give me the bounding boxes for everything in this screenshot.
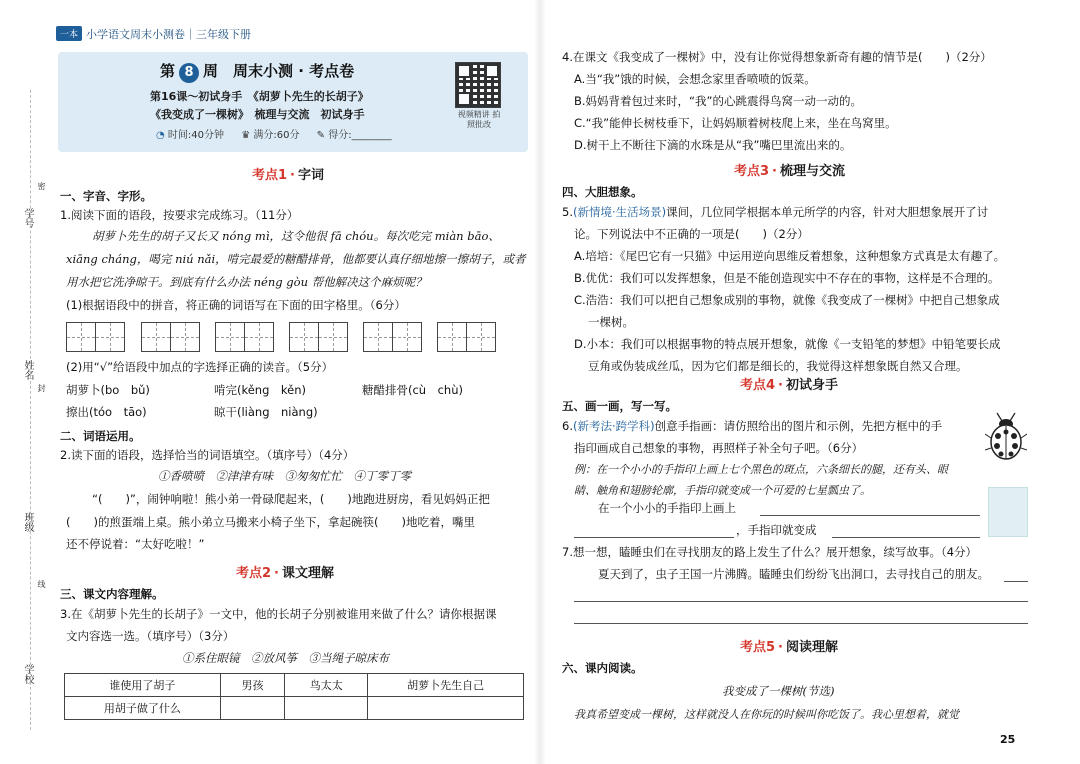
- question-5-line-1: 5.(新情境·生活场景)课间，几位同学根据本单元所学的内容，针对大胆想象展开了讨: [562, 205, 989, 219]
- grid-box-2[interactable]: [141, 322, 200, 352]
- q6-blank-2[interactable]: [574, 537, 734, 538]
- quiz-meta: [156, 126, 392, 141]
- series-title: 小学语文周末小测卷｜三年级下册: [86, 28, 252, 41]
- section-kaodian-2: 考点2 · 课文理解: [236, 566, 335, 581]
- q6-example-line-2: 睛、触角和翅膀轮廓，手指印就变成一个可爱的七星瓢虫了。: [574, 484, 871, 497]
- table-head-cell: 胡萝卜先生自己: [368, 674, 524, 697]
- qr-code-icon[interactable]: [455, 62, 501, 108]
- q4-option-c[interactable]: C.“我”能伸长树枝垂下，让妈妈顺着树枝爬上来，坐在鸟窝里。: [574, 116, 897, 130]
- q6-example-line-1: 例：在一个小小的手指印上画上七个黑色的斑点，六条细长的腿，还有头、眼: [574, 463, 948, 476]
- q5-option-d[interactable]: D.小本：我们可以根据事物的特点展开想象，就像《一支铅笔的梦想》中铅笔要长成: [574, 337, 1001, 351]
- grid-box-1[interactable]: [66, 322, 125, 352]
- q5-option-c[interactable]: C.浩浩：我们可以把自己想象成别的事物，就像《我变成了一棵树》中把自己想象成: [574, 293, 1000, 307]
- full-score: 满分:60分: [253, 130, 300, 141]
- part-6-heading: 六、课内阅读。: [562, 661, 643, 675]
- section-kaodian-1: 考点1 · 字词: [252, 168, 325, 183]
- book-spine: [534, 0, 546, 764]
- q7-blank-2[interactable]: [574, 601, 1028, 602]
- table-cell: 用胡子做了什么: [65, 697, 221, 720]
- answer-cell[interactable]: [285, 697, 368, 720]
- question-6-line-2: 指印画成自己想象的事物，再照样子补全句子吧。（6分）: [574, 441, 864, 455]
- q6-fill-middle: ，手指印就变成: [736, 523, 817, 537]
- reading-line-1: 我真希望变成一棵树，这样就没人在你玩的时候叫你吃饭了。我心里想着，就觉: [574, 708, 959, 721]
- grid-box-3[interactable]: [215, 322, 274, 352]
- q4-option-a[interactable]: A.当“我”饿的时候，会想念家里香喷喷的饭菜。: [574, 72, 816, 86]
- part-4-heading: 四、大胆想象。: [562, 185, 643, 199]
- page-number: 25: [1000, 733, 1016, 746]
- q6-blank-1[interactable]: [760, 515, 980, 516]
- margin-student-id: 学号: [22, 208, 33, 228]
- q1-passage-line-3: 用水把它洗净晾干。到底有什么办法 néng gòu 帮他解决这个麻烦呢？: [66, 275, 427, 289]
- margin-mark-seal: 密: [37, 182, 46, 190]
- time-limit: 时间:40分钟: [167, 130, 225, 141]
- question-1-1: (1)根据语段中的拼音，将正确的词语写在下面的田字格里。（6分）: [66, 298, 406, 312]
- question-3-line-1: 3.在《胡萝卜先生的长胡子》一文中，他的长胡子分别被谁用来做了什么？请你根据课: [60, 607, 497, 621]
- question-1-2: (2)用“√”给语段中加点的字选择正确的读音。（5分）: [66, 360, 334, 374]
- section-kaodian-3: 考点3 · 梳理与交流: [734, 164, 846, 179]
- q5-option-c-cont: 一棵树。: [588, 315, 634, 329]
- q5-option-b[interactable]: B.优优：我们可以发挥想象，但是不能创造现实中不存在的事物，这样是不合理的。: [574, 271, 1000, 285]
- reading-choice-5[interactable]: 晾干(liàng niàng): [214, 405, 318, 419]
- question-2: 2.读下面的语段，选择恰当的词语填空。（填序号）（4分）: [60, 448, 355, 462]
- ladybug-icon: [985, 412, 1027, 462]
- section-kaodian-4: 考点4 · 初试身手: [740, 378, 839, 393]
- part-2-heading: 二、词语运用。: [60, 429, 141, 443]
- reading-choice-4[interactable]: 擦出(tóo tāo): [66, 405, 147, 419]
- q7-story-start: 夏天到了，虫子王国一片沸腾。瞌睡虫们纷纷飞出洞口，去寻找自己的朋友。: [598, 567, 989, 581]
- score-field: 得分:________: [328, 130, 392, 141]
- q1-passage-line-1: 胡萝卜先生的胡子又长又 nóng mì，这令他很 fā chóu。每次吃完 miàn bāo、: [92, 229, 500, 243]
- series-tag: 一本: [56, 26, 82, 41]
- q6-blank-3[interactable]: [832, 537, 980, 538]
- qr-caption: 视频精讲 拍照批改: [457, 110, 501, 129]
- margin-school: 学校: [22, 664, 33, 684]
- reading-choice-1[interactable]: 胡萝卜(bo bǔ): [66, 383, 150, 397]
- lesson-range-1: 第16课～初试身手 《胡萝卜先生的长胡子》: [150, 90, 369, 103]
- q7-blank-1[interactable]: [1004, 581, 1028, 582]
- table-head-cell: 鸟太太: [285, 674, 368, 697]
- reading-choice-3[interactable]: 糖醋排骨(cù chù): [362, 383, 463, 397]
- question-3-line-2: 文内容选一选。（填序号）（3分）: [66, 629, 235, 643]
- answer-cell[interactable]: [368, 697, 524, 720]
- binding-line: [30, 90, 31, 730]
- question-1: 1.阅读下面的语段，按要求完成练习。（11分）: [60, 208, 299, 222]
- q2-options: ①香喷喷 ②津津有味 ③匆匆忙忙 ④丁零丁零: [158, 469, 411, 483]
- section-kaodian-5: 考点5 · 阅读理解: [740, 640, 839, 655]
- table-head-cell: 谁使用了胡子: [65, 674, 221, 697]
- q2-passage-line-3: 还不停说着：“太好吃啦！”: [66, 537, 205, 551]
- clock-icon: ◔: [156, 130, 165, 141]
- table-row: [65, 674, 524, 697]
- q5-option-d-cont: 豆角或伪装成丝瓜，因为它们都是细长的，我觉得这样想象既自然又合理。: [588, 359, 968, 373]
- beard-usage-table: [64, 673, 524, 720]
- table-row: [65, 697, 524, 720]
- margin-name: 姓名: [22, 360, 33, 380]
- q5-tag: (新情境·生活场景): [572, 205, 667, 219]
- part-5-heading: 五、画一画，写一写。: [562, 399, 677, 413]
- grid-box-4[interactable]: [289, 322, 348, 352]
- reading-title: 我变成了一棵树(节选): [722, 684, 835, 698]
- grid-box-6[interactable]: [437, 322, 496, 352]
- q4-option-b[interactable]: B.妈妈背着包过来时，“我”的心跳震得鸟窝一动一动的。: [574, 94, 862, 108]
- q6-tag: (新考法·跨学科): [572, 419, 655, 433]
- q5-option-a[interactable]: A.培培：《尾巴它有一只猫》中运用逆向思维反着想象，这种想象方式真是太有趣了。: [574, 249, 1006, 263]
- question-5-line-2: 论。下列说法中不正确的一项是( )（2分）: [574, 227, 809, 241]
- question-7: 7.想一想，瞌睡虫们在寻找朋友的路上发生了什么？展开想象，续写故事。（4分）: [562, 545, 978, 559]
- margin-mark-close: 封: [37, 384, 46, 392]
- table-head-cell: 男孩: [220, 674, 285, 697]
- q1-passage-line-2: xiāng cháng，喝完 niú nǎi，啃完最爱的糖醋排骨，他都要认真仔细地擦一擦胡子，或者: [66, 252, 526, 266]
- q7-blank-3[interactable]: [574, 623, 1028, 624]
- question-4: 4.在课文《我变成了一棵树》中，没有让你觉得想象新奇有趣的情节是( )（2分）: [562, 50, 992, 64]
- series-bar: [56, 26, 251, 42]
- margin-class: 班级: [22, 512, 33, 532]
- fingerprint-drawing-box[interactable]: [988, 487, 1028, 537]
- q3-options: ①系住眼镜 ②放风筝 ③当绳子晾床布: [182, 651, 389, 665]
- part-1-heading: 一、字音、字形。: [60, 189, 152, 203]
- reading-choice-2[interactable]: 啃完(kěng kěn): [214, 383, 306, 397]
- answer-cell[interactable]: [220, 697, 285, 720]
- week-number-badge: 8: [179, 63, 199, 83]
- q2-passage-line-1: “( )”，闹钟响啦！熊小弟一骨碌爬起来，( )地跑进厨房，看见妈妈正把: [92, 492, 490, 506]
- margin-mark-line: 线: [37, 580, 46, 588]
- pen-icon: ✎: [316, 130, 326, 141]
- q2-passage-line-2: ( )的煎蛋端上桌。熊小弟立马搬来小椅子坐下，拿起碗筷( )地吃着，嘴里: [66, 515, 475, 529]
- q4-option-d[interactable]: D.树干上不断往下滴的水珠是从“我”嘴巴里流出来的。: [574, 138, 852, 152]
- grid-box-5[interactable]: [363, 322, 422, 352]
- question-6-line-1: 6.(新考法·跨学科)创意手指画：请仿照给出的图片和示例，先把方框中的手: [562, 419, 943, 433]
- part-3-heading: 三、课文内容理解。: [60, 587, 164, 601]
- week-title: 第 8 周 周末小测 · 考点卷: [160, 60, 354, 83]
- lesson-range-2: 《我变成了一棵树》 梳理与交流 初试身手: [150, 108, 365, 121]
- q6-fill-prefix: 在一个小小的手指印上画上: [598, 501, 736, 515]
- trophy-icon: ♛: [241, 130, 251, 141]
